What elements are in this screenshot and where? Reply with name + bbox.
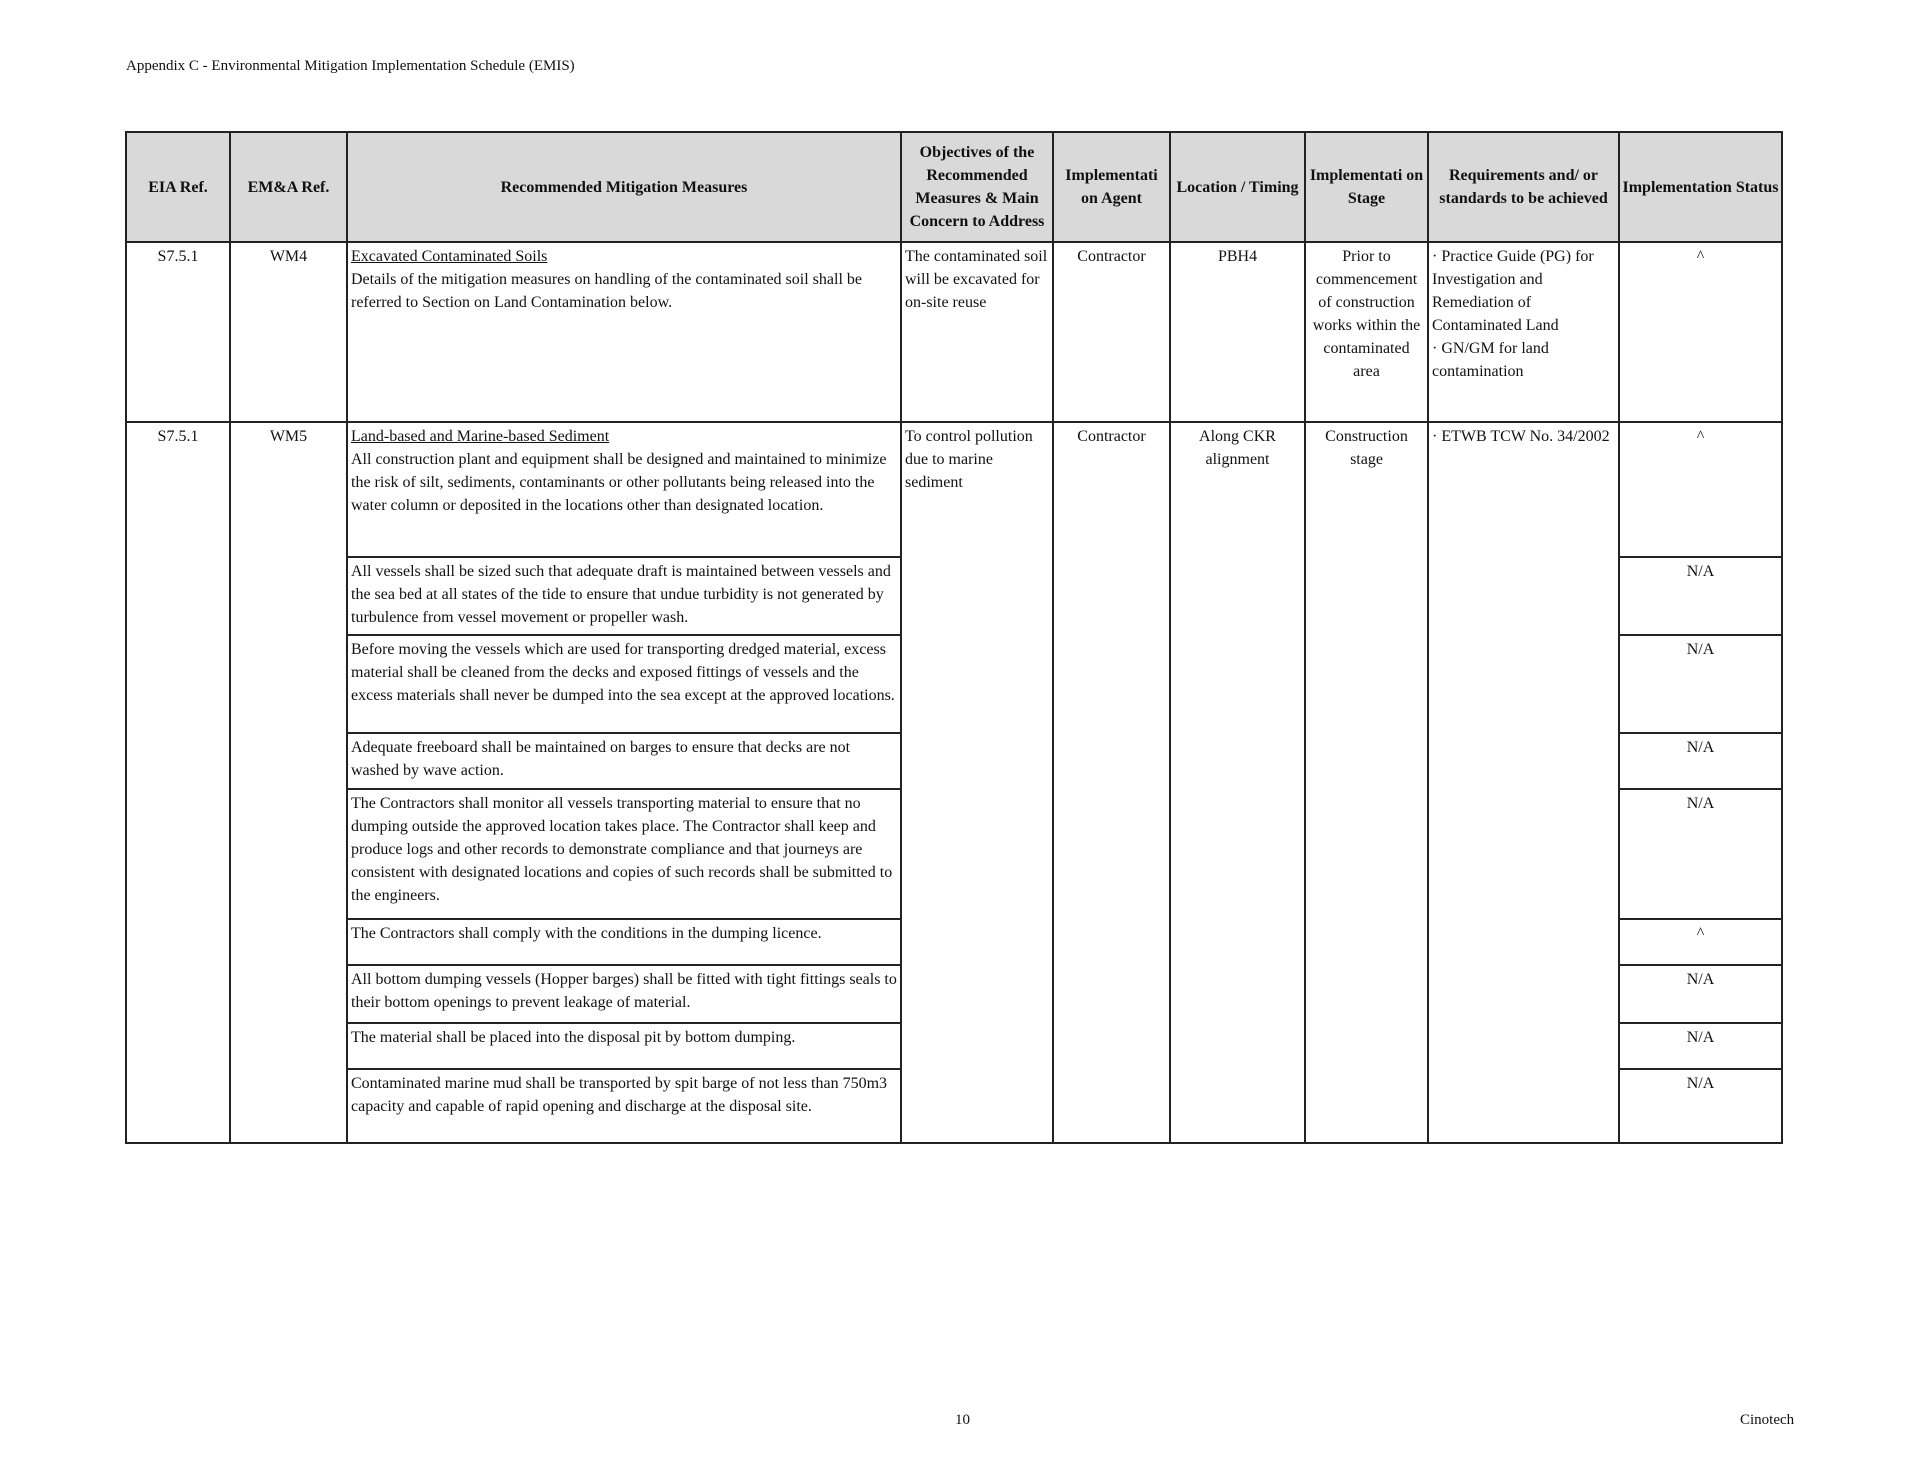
- objectives: The contaminated soil will be excavated for on-site reuse: [901, 242, 1053, 422]
- status: ^: [1619, 422, 1782, 557]
- agent: Contractor: [1053, 422, 1170, 1143]
- status: N/A: [1619, 635, 1782, 733]
- status: ^: [1619, 919, 1782, 965]
- requirements: · ETWB TCW No. 34/2002: [1428, 422, 1619, 1143]
- requirements: [1428, 242, 1619, 422]
- table-row: [126, 422, 1782, 557]
- status: N/A: [1619, 1023, 1782, 1069]
- eia-ref: S7.5.1: [126, 242, 230, 422]
- status: N/A: [1619, 789, 1782, 919]
- ema-ref: WM4: [230, 242, 347, 422]
- col-agent: Implementati on Agent: [1053, 132, 1170, 242]
- measure-text: Details of the mitigation measures on handling of the contaminated soil shall be referred to Section on Land Contamination below.: [351, 271, 862, 311]
- col-requirements: Requirements and/ or standards to be achieved: [1428, 132, 1619, 242]
- location: Along CKR alignment: [1170, 422, 1305, 1143]
- page-header: Appendix C - Environmental Mitigation Implementation Schedule (EMIS): [126, 58, 575, 74]
- measure-cell: Before moving the vessels which are used for transporting dredged material, excess material shall be cleaned from the decks and exposed fittings of vessels and the excess materials shall never be dumped into the sea except at the approved locations.: [347, 635, 901, 733]
- measure-cell: The material shall be placed into the disposal pit by bottom dumping.: [347, 1023, 901, 1069]
- status: N/A: [1619, 557, 1782, 635]
- measure-cell: Adequate freeboard shall be maintained on barges to ensure that decks are not washed by wave action.: [347, 733, 901, 789]
- col-objectives: Objectives of the Recommended Measures & Main Concern to Address: [901, 132, 1053, 242]
- measure-cell: [347, 557, 901, 635]
- col-location: Location / Timing: [1170, 132, 1305, 242]
- measure-cell: [347, 242, 901, 422]
- measure-text: All construction plant and equipment shall be designed and maintained to minimize the risk of silt, sediments, contaminants or other pollutants being released into the water column or deposited in the locations other than designated location.: [351, 451, 887, 514]
- col-measures: Recommended Mitigation Measures: [347, 132, 901, 242]
- measure-cell: [347, 422, 901, 557]
- table-row: [126, 242, 1782, 422]
- col-ema-ref: EM&A Ref.: [230, 132, 347, 242]
- col-eia-ref: EIA Ref.: [126, 132, 230, 242]
- location: PBH4: [1170, 242, 1305, 422]
- agent: Contractor: [1053, 242, 1170, 422]
- objectives: To control pollution due to marine sediment: [901, 422, 1053, 1143]
- stage-text: Prior to commencement of construction works within the contaminated area: [1312, 248, 1421, 380]
- measure-cell: The Contractors shall comply with the conditions in the dumping licence.: [347, 919, 901, 965]
- ema-ref: WM5: [230, 422, 347, 1143]
- status: ^: [1619, 242, 1782, 422]
- footer-brand: Cinotech: [1740, 1412, 1795, 1428]
- col-status: Implementation Status: [1619, 132, 1782, 242]
- col-stage: Implementati on Stage: [1305, 132, 1428, 242]
- measure-cell: The Contractors shall monitor all vessels transporting material to ensure that no dumping outside the approved location takes place. The Contractor shall keep and produce logs and other records to demonstrate compliance and that journeys are consistent with designated locations and copies of such records shall be submitted to the engineers.: [347, 789, 901, 919]
- status: N/A: [1619, 1069, 1782, 1143]
- measure-cell: Contaminated marine mud shall be transported by spit barge of not less than 750m3 capacity and capable of rapid opening and discharge at the disposal site.: [347, 1069, 901, 1143]
- measure-cell: All bottom dumping vessels (Hopper barges) shall be fitted with tight fittings seals to their bottom openings to prevent leakage of material.: [347, 965, 901, 1023]
- requirement-item: · GN/GM for land contamination: [1432, 340, 1549, 380]
- stage: [1305, 242, 1428, 422]
- measure-text: All vessels shall be sized such that adequate draft is maintained between vessels and the sea bed at all states of the tide to ensure that undue turbidity is not generated by turbulence from vessel movement or propeller wash.: [351, 563, 891, 626]
- page-number: 10: [955, 1412, 970, 1428]
- status: N/A: [1619, 733, 1782, 789]
- requirement-item: · Practice Guide (PG) for Investigation and Remediation of Contaminated Land: [1432, 248, 1594, 334]
- eia-ref: S7.5.1: [126, 422, 230, 1143]
- stage: Construction stage: [1305, 422, 1428, 1143]
- header-row: [126, 132, 1782, 242]
- measure-title: Land-based and Marine-based Sediment: [351, 428, 610, 445]
- emis-table: [125, 131, 1783, 1144]
- status: N/A: [1619, 965, 1782, 1023]
- measure-title: Excavated Contaminated Soils: [351, 248, 548, 265]
